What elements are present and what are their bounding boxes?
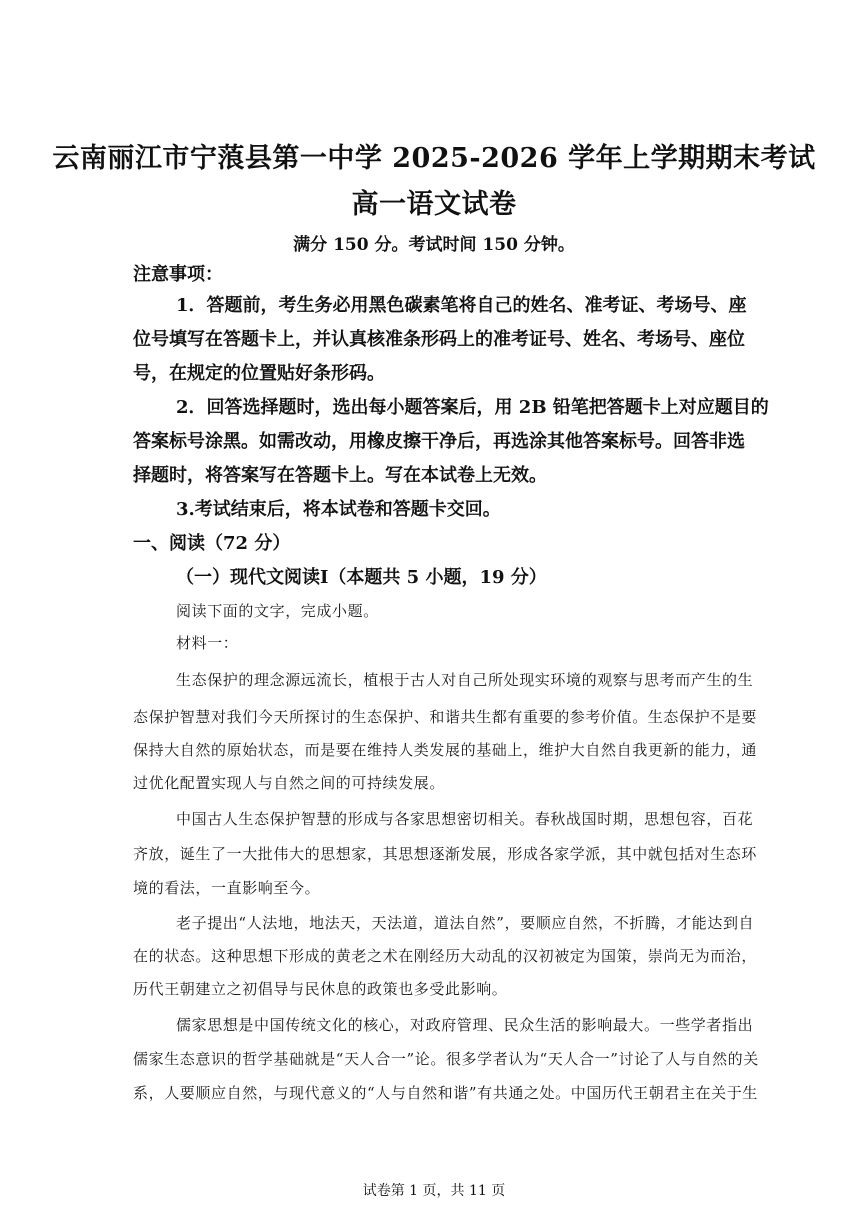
- notice-item-1-line-2: 位号填写在答题卡上，并认真核准条形码上的准考证号、姓名、考场号、座位: [133, 329, 745, 350]
- paragraph-1-line-4: 过优化配置实现人与自然之间的可持续发展。: [133, 774, 446, 792]
- part-heading: （一）现代文阅读Ⅰ（本题共 5 小题，19 分）: [176, 567, 547, 588]
- exam-title: 云南丽江市宁蒗县第一中学 2025-2026 学年上学期期末考试: [52, 143, 816, 174]
- page-footer: 试卷第 1 页，共 11 页: [362, 1183, 506, 1199]
- notice-item-1-line-1: 1．答题前，考生务必用黑色碳素笔将自己的姓名、准考证、考场号、座: [176, 295, 747, 316]
- paragraph-1-line-3: 保持大自然的原始状态，而是要在维持人类发展的基础上，维护大自然自我更新的能力，通: [133, 741, 758, 759]
- notice-item-3: 3.考试结束后，将本试卷和答题卡交回。: [176, 499, 501, 520]
- paragraph-2-line-1: 中国古人生态保护智慧的形成与各家思想密切相关。春秋战国时期，思想包容，百花: [176, 810, 754, 828]
- paragraph-1-line-2: 态保护智慧对我们今天所探讨的生态保护、和谐共生都有重要的参考价值。生态保护不是要: [133, 708, 758, 726]
- paragraph-4-line-2: 儒家生态意识的哲学基础就是“天人合一”论。很多学者认为“天人合一”讨论了人与自然的关: [133, 1050, 759, 1068]
- material-label: 材料一：: [176, 634, 239, 652]
- notice-item-2-line-1: 2．回答选择题时，选出每小题答案后，用 2B 铅笔把答题卡上对应题目的: [176, 397, 769, 418]
- paragraph-3-line-2: 在的状态。这种思想下形成的黄老之术在刚经历大动乱的汉初被定为国策，崇尚无为而治，: [133, 947, 758, 965]
- paragraph-4-line-1: 儒家思想是中国传统文化的核心，对政府管理、民众生活的影响最大。一些学者指出: [176, 1016, 754, 1034]
- reading-instruction: 阅读下面的文字，完成小题。: [176, 602, 379, 620]
- paragraph-1-line-1: 生态保护的理念源远流长，植根于古人对自己所处现实环境的观察与思考而产生的生: [176, 671, 754, 689]
- notice-heading: 注意事项：: [133, 264, 223, 285]
- paragraph-3-line-1: 老子提出“人法地，地法天，天法道，道法自然”，要顺应自然，不折腾，才能达到自: [176, 914, 755, 932]
- paragraph-4-line-3: 系，人要顺应自然，与现代意义的“人与自然和谐”有共通之处。中国历代王朝君主在关于生: [133, 1084, 758, 1102]
- paragraph-2-line-2: 齐放，诞生了一大批伟大的思想家，其思想逐渐发展，形成各家学派，其中就包括对生态环: [133, 845, 758, 863]
- paragraph-3-line-3: 历代王朝建立之初倡导与民休息的政策也多受此影响。: [133, 980, 508, 998]
- notice-item-2-line-2: 答案标号涂黑。如需改动，用橡皮擦干净后，再选涂其他答案标号。回答非选: [133, 431, 745, 452]
- notice-item-1-line-3: 号，在规定的位置贴好条形码。: [133, 363, 385, 384]
- paragraph-2-line-3: 境的看法，一直影响至今。: [133, 879, 321, 897]
- exam-subject-title: 高一语文试卷: [351, 189, 517, 220]
- notice-item-2-line-3: 择题时，将答案写在答题卡上。写在本试卷上无效。: [133, 465, 547, 486]
- section-heading: 一、阅读（72 分）: [133, 533, 291, 554]
- score-time-note: 满分 150 分。考试时间 150 分钟。: [293, 235, 575, 255]
